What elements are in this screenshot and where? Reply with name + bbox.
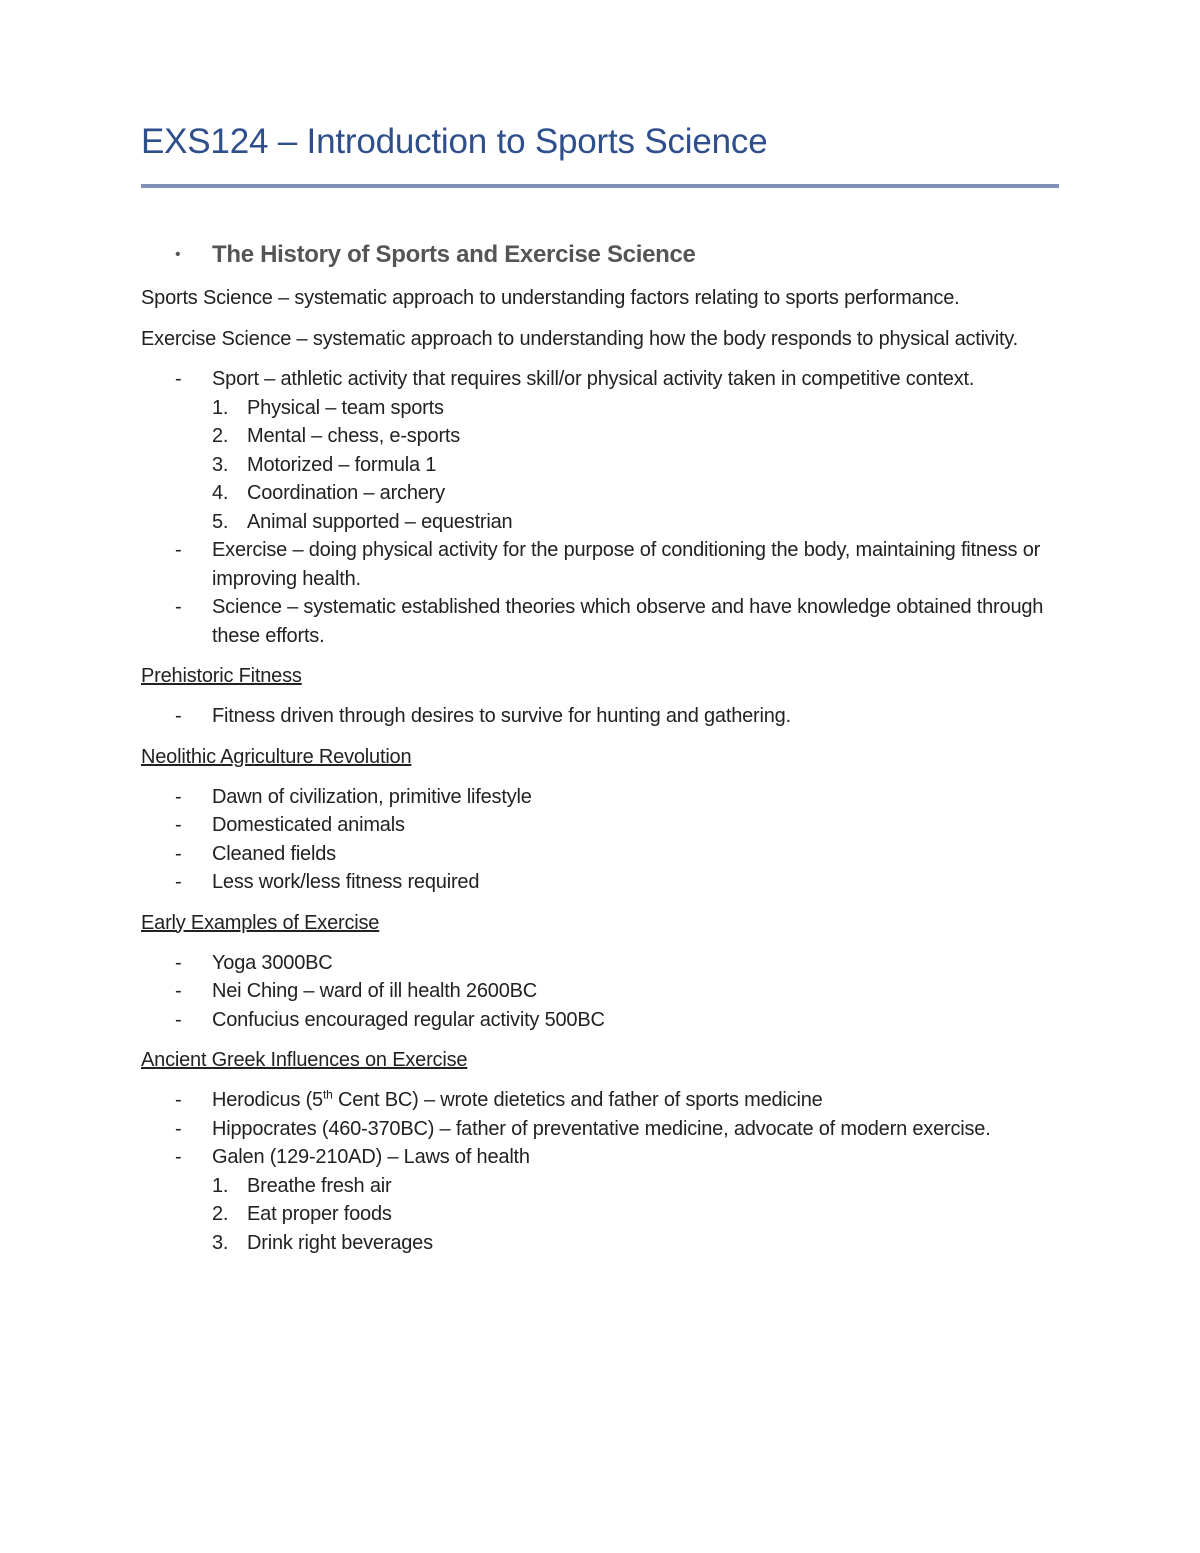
exercise-definition: Exercise – doing physical activity for the purpose of conditioning the body, maintaining fitness or improving health.	[212, 539, 1041, 590]
list-item-text: Breathe fresh air	[247, 1174, 392, 1197]
dash-marker: -	[175, 1117, 182, 1140]
list-item-text: Animal supported – equestrian	[247, 510, 513, 533]
list-item-text: Eat proper foods	[247, 1203, 392, 1225]
list-item	[141, 1115, 1059, 1144]
dash-marker: -	[175, 814, 182, 836]
list-item-text: Fitness driven through desires to survive for hunting and gathering.	[212, 705, 791, 727]
list-number: 4.	[212, 482, 229, 504]
list-item-text: Confucius encouraged regular activity 500BC	[212, 1008, 605, 1031]
list-item-text: Yoga 3000BC	[212, 951, 333, 974]
early-examples-list	[141, 949, 1059, 1035]
document-title: EXS124 – Introduction to Sports Science	[141, 122, 768, 161]
dash-marker: -	[175, 871, 182, 893]
neolithic-list	[141, 783, 1059, 897]
list-number: 3.	[212, 453, 229, 476]
herodicus-text-start: Herodicus (5	[212, 1089, 323, 1111]
list-item-text: Motorized – formula 1	[247, 453, 437, 476]
herodicus-text-end: Cent BC) – wrote dietetics and father of sports medicine	[332, 1089, 823, 1111]
list-number: 1.	[212, 396, 229, 419]
list-item	[212, 422, 1059, 451]
dash-marker: -	[175, 596, 182, 618]
dash-marker: -	[175, 842, 182, 865]
dash-marker: -	[175, 705, 182, 727]
list-item	[141, 840, 1059, 869]
superscript: th	[322, 1087, 333, 1102]
list-item	[141, 365, 1059, 536]
dash-marker: -	[175, 1089, 182, 1111]
hippocrates-item: Hippocrates (460-370BC) – father of preventative medicine, advocate of modern exercise.	[212, 1117, 991, 1140]
list-item	[212, 1229, 1059, 1258]
prehistoric-list	[141, 702, 1059, 731]
list-item-text: Domesticated animals	[212, 814, 405, 836]
list-item-text: Coordination – archery	[247, 482, 445, 504]
list-item	[141, 702, 1059, 731]
list-item-text: Less work/less fitness required	[212, 871, 480, 893]
list-item	[141, 1086, 1059, 1115]
list-item	[141, 977, 1059, 1006]
list-item	[141, 811, 1059, 840]
dash-marker: -	[175, 539, 182, 561]
list-item	[141, 868, 1059, 897]
section-heading	[141, 238, 1059, 272]
list-item	[141, 593, 1059, 650]
list-item-text: Mental – chess, e-sports	[247, 425, 461, 447]
dash-marker: -	[175, 1146, 182, 1168]
list-number: 3.	[212, 1231, 229, 1254]
list-item-text: Drink right beverages	[247, 1231, 433, 1254]
list-item-text: Dawn of civilization, primitive lifestyle	[212, 785, 532, 808]
title-divider	[141, 184, 1059, 188]
galen-item: Galen (129-210AD) – Laws of health	[212, 1146, 530, 1168]
dash-marker: -	[175, 980, 182, 1002]
greek-list	[141, 1086, 1059, 1257]
list-item	[141, 536, 1059, 593]
prehistoric-heading: Prehistoric Fitness	[141, 665, 302, 687]
list-item	[212, 1200, 1059, 1229]
exercise-science-definition: Exercise Science – systematic approach to understanding how the body responds to physical activity.	[141, 328, 1018, 350]
definitions-list	[141, 365, 1059, 650]
list-item-text: Physical – team sports	[247, 396, 444, 419]
early-examples-heading: Early Examples of Exercise	[141, 911, 380, 934]
list-item	[141, 1006, 1059, 1035]
list-number: 5.	[212, 510, 229, 533]
dash-marker: -	[175, 951, 182, 974]
list-item	[212, 1172, 1059, 1201]
sport-definition: Sport – athletic activity that requires skill/or physical activity taken in competitive context.	[212, 368, 975, 390]
list-item	[141, 949, 1059, 978]
list-item	[141, 783, 1059, 812]
list-item-text: Nei Ching – ward of ill health 2600BC	[212, 980, 538, 1002]
list-item	[141, 1143, 1059, 1257]
list-number: 2.	[212, 1203, 229, 1225]
list-item	[212, 508, 1059, 537]
sports-science-definition: Sports Science – systematic approach to understanding factors relating to sports performance.	[141, 287, 960, 309]
document-page	[141, 118, 1059, 1257]
section-heading-text: The History of Sports and Exercise Science	[212, 241, 696, 268]
list-item	[212, 394, 1059, 423]
list-item	[212, 451, 1059, 480]
dash-marker: -	[175, 1008, 182, 1031]
greek-heading: Ancient Greek Influences on Exercise	[141, 1049, 468, 1071]
science-definition: Science – systematic established theories which observe and have knowledge obtained through these efforts.	[212, 596, 1044, 647]
sport-types-list	[212, 394, 1059, 537]
galen-laws-list	[212, 1172, 1059, 1258]
list-number: 2.	[212, 425, 229, 447]
list-item	[212, 479, 1059, 508]
list-item-text: Cleaned fields	[212, 842, 336, 865]
bullet-icon: •	[175, 246, 181, 263]
list-number: 1.	[212, 1174, 229, 1197]
dash-marker: -	[175, 368, 182, 390]
neolithic-heading: Neolithic Agriculture Revolution	[141, 745, 412, 768]
dash-marker: -	[175, 785, 182, 808]
herodicus-item	[212, 1086, 1059, 1115]
